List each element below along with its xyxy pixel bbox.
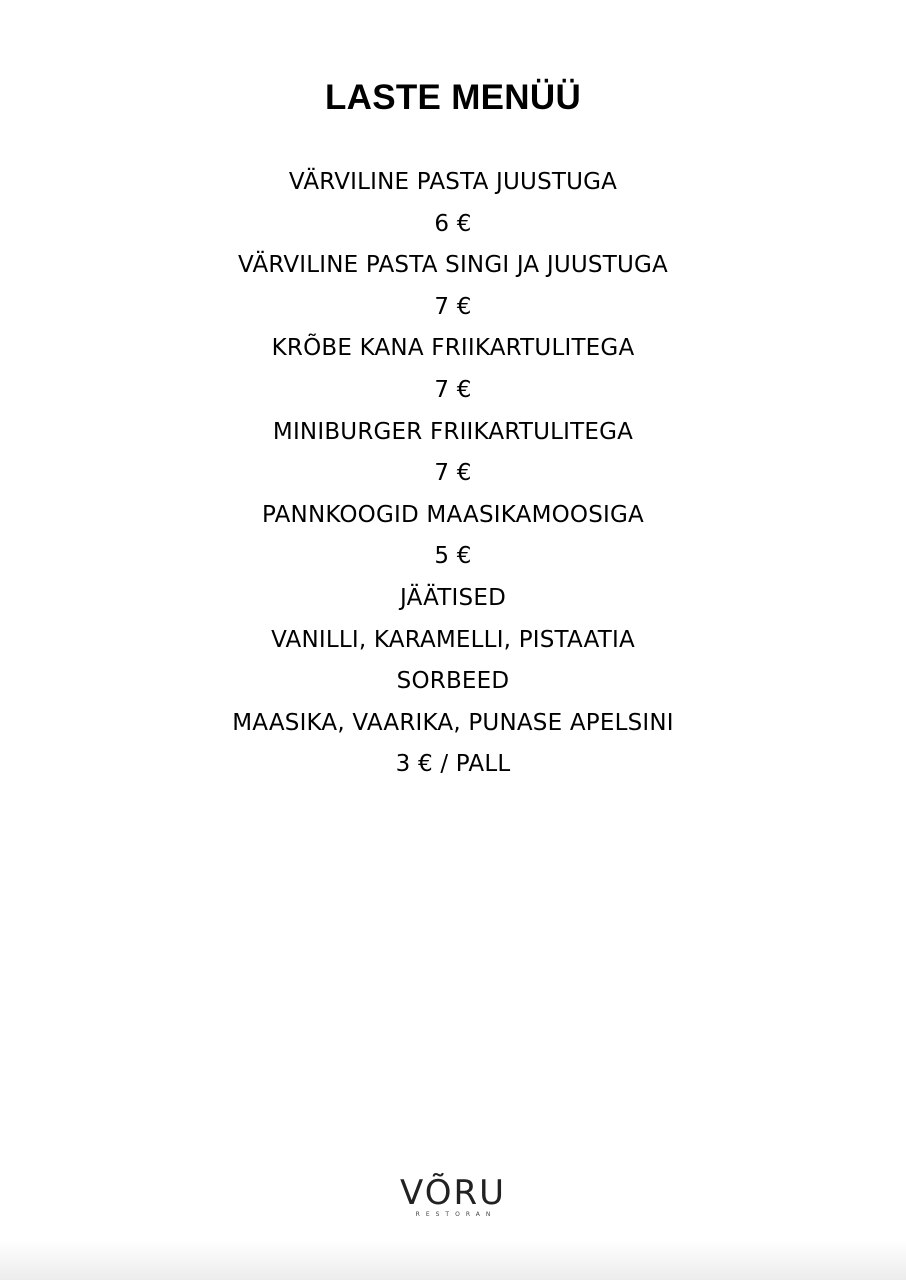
menu-item-name: PANNKOOGID MAASIKAMOOSIGA bbox=[262, 501, 644, 528]
page-bottom-shadow bbox=[0, 1240, 906, 1280]
menu-item-name: VÄRVILINE PASTA SINGI JA JUUSTUGA bbox=[238, 252, 668, 279]
menu-item-price: 6 € bbox=[434, 210, 472, 237]
restaurant-logo bbox=[0, 1173, 906, 1218]
logo-subtitle: RESTORAN bbox=[415, 1211, 497, 1218]
menu-item-name: KRÕBE KANA FRIIKARTULITEGA bbox=[271, 335, 635, 362]
menu-item-price: 3 € / PALL bbox=[395, 751, 511, 778]
menu-item-price: 7 € bbox=[434, 376, 472, 403]
page-title: LASTE MENÜÜ bbox=[324, 78, 582, 117]
menu-item-flavors: MAASIKA, VAARIKA, PUNASE APELSINI bbox=[232, 709, 674, 736]
menu-section-heading: SORBEED bbox=[396, 668, 510, 695]
menu-list bbox=[0, 162, 906, 786]
menu-item-name: VÄRVILINE PASTA JUUSTUGA bbox=[288, 169, 618, 195]
menu-section-heading: JÄÄTISED bbox=[400, 584, 506, 611]
menu-item-price: 5 € bbox=[434, 543, 472, 570]
menu-item-price: 7 € bbox=[434, 460, 472, 487]
menu-item-flavors: VANILLI, KARAMELLI, PISTAATIA bbox=[271, 626, 635, 653]
menu-item-price: 7 € bbox=[434, 293, 472, 320]
menu-item-name: MINIBURGER FRIIKARTULITEGA bbox=[272, 418, 634, 445]
logo-wordmark: VÕRU bbox=[400, 1173, 506, 1213]
